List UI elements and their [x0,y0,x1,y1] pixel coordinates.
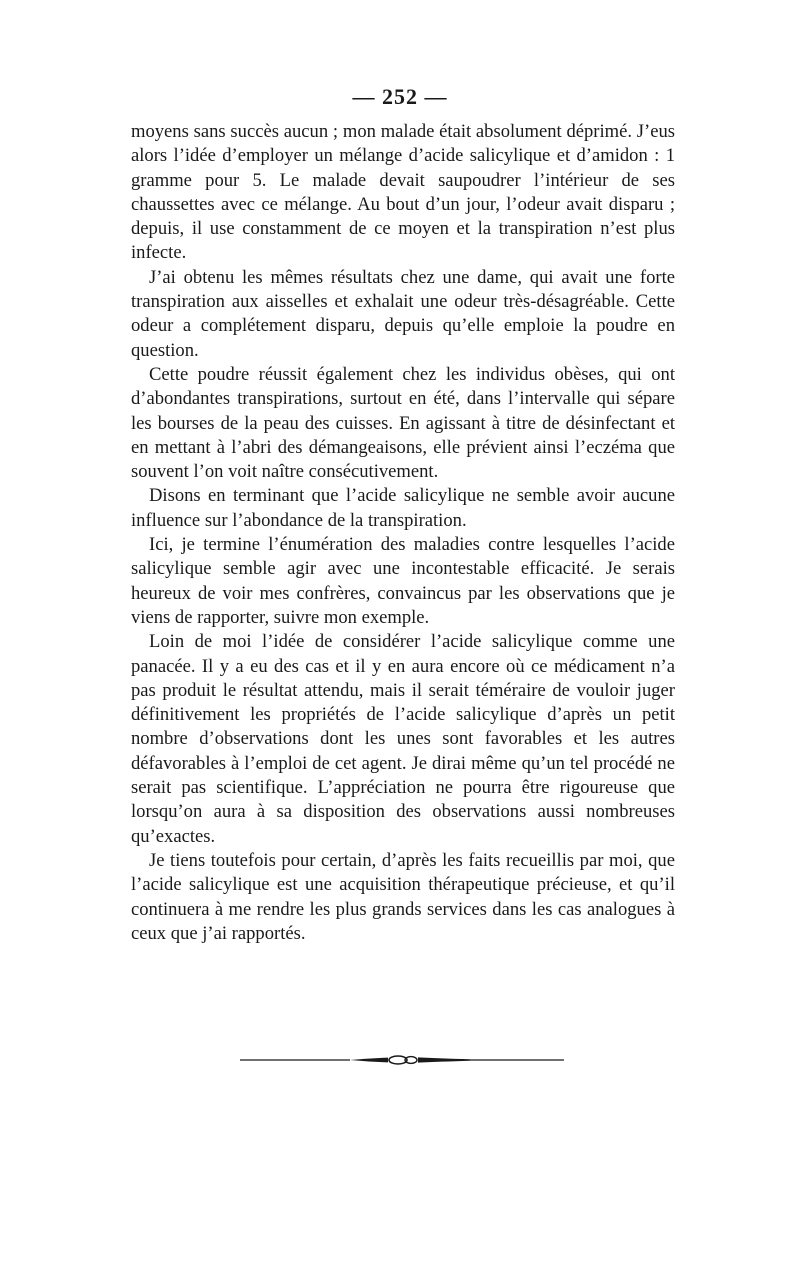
paragraph-conclusion: Je tiens toutefois pour certain, d’après les faits recueillis par moi, que l’acide salicylique est une acquisition thérapeutique précieuse, et qu’il continuera à me rendre les plus grands services dans les cas analogues à ceux que j’ai rapportés. [131,849,675,944]
paragraph-individus-obeses: Cette poudre réussit également chez les individus obèses, qui ont d’abondantes transpirations, surtout en été, dans l’intervalle qui sépare les bourses de la peau des cuisses. En agissant à titre de désinfectant et en mettant à l’abri des démangeaisons, elle prévient ainsi l’eczéma que souvent l’on voit naître consécutivement. [131,363,675,483]
paragraph-panacee: Loin de moi l’idée de considérer l’acide salicylique comme une panacée. Il y a eu des cas et il y en aura encore où ce médicament n’a pas produit le résultat attendu, mais il serait téméraire de vouloir juger définitivement les propriétés de l’acide salicylique d’après un petit nombre d’observations dont les unes sont favorables et les autres défavorables à l’emploi de cet agent. Je dirai même qu’un tel procédé ne serait pas scientifique. L’appréciation ne pourra être rigoureuse que lorsqu’on aura à sa disposition des observations aussi nombreuses qu’exactes. [131,631,675,847]
page-number: — 252 — [352,84,448,109]
paragraph-continuation: moyens sans succès aucun ; mon malade était absolument déprimé. J’eus alors l’idée d’employer un mélange d’acide salicylique et d’amidon : 1 gramme pour 5. Le malade devait saupoudrer l’intérieur de ses chaussettes avec ce mélange. Au bout d’un jour, l’odeur avait disparu ; depuis, il use constamment de ce moyen et la transpiration n’est plus infecte. [131,121,675,264]
paragraph-abondance-transpiration: Disons en terminant que l’acide salicylique ne semble avoir aucune influence sur l’abondance de la transpiration. [131,485,675,531]
paragraph-dame-aisselles: J’ai obtenu les mêmes résultats chez une dame, qui avait une forte transpiration aux aisselles et exhalait une odeur très-désagréable. Cette odeur a complétement disparu, depuis qu’elle emploie la poudre en question. [131,266,675,361]
end-of-chapter-rule-ornament-icon [240,1052,564,1068]
body-text [131,120,675,946]
paragraph-enumeration-maladies: Ici, je termine l’énumération des maladies contre lesquelles l’acide salicylique semble agir avec une incontestable efficacité. Je serais heureux de voir mes confrères, convaincus par les observations que je viens de rapporter, suivre mon exemple. [131,534,675,628]
